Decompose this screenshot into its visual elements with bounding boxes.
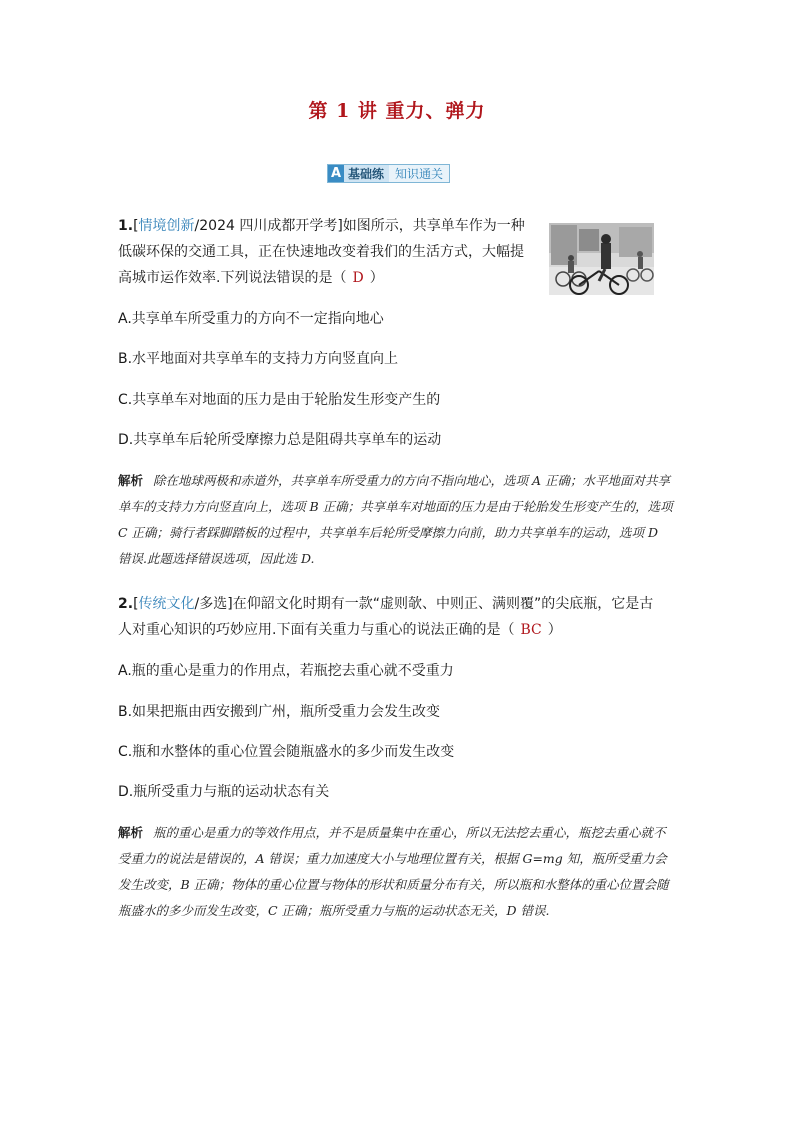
section-badge — [327, 164, 450, 183]
question-2-option-b: B.如果把瓶由西安搬到广州，瓶所受重力会发生改变 — [118, 704, 441, 720]
question-1-option-d: D.共享单车后轮所受摩擦力总是阻碍共享单车的运动 — [118, 432, 442, 448]
question-2-option-a: A.瓶的重心是重力的作用点，若瓶挖去重心就不受重力 — [118, 663, 454, 679]
question-1-stem — [118, 213, 530, 291]
question-1-source: /2024 四川成都开学考] — [194, 218, 343, 234]
question-2-tag-open: [ — [133, 596, 139, 612]
question-2-explain-text: 瓶的重心是重力的等效作用点，并不是质量集中在重心，所以无法挖去重心，瓶挖去重心就不受重力的说法是错误的，A 错误；重力加速度大小与地理位置有关，根据 G=mg 知，瓶所受重力会发生改变，B 正确；物体的重心位置与物体的形状和质量分布有关，所以瓶和水整体的重心位置会随瓶盛水的多少而发生改变，C 正确；瓶所受重力与瓶的运动状态无关，D 错误. — [118, 825, 669, 918]
shared-bicycle-photo — [549, 223, 654, 295]
question-2-source: /多选] — [194, 596, 233, 612]
question-1-answer: D — [352, 270, 364, 286]
badge-sub-label: 知识通关 — [395, 167, 444, 181]
question-2-explain-label: 解析 — [118, 825, 144, 840]
question-2-answer: BC — [520, 622, 542, 638]
badge-letter: A — [328, 165, 344, 182]
question-1-tag: 情境创新 — [138, 218, 195, 234]
question-1-explain-text: 除在地球两极和赤道外，共享单车所受重力的方向不指向地心，选项 A 正确；水平地面对共享单车的支持力方向竖直向上，选项 B 正确；共享单车对地面的压力是由于轮胎发生形变产生的，选项 C 正确；骑行者踩脚踏板的过程中，共享单车后轮所受摩擦力向前，助力共享单车的运动，选项 D 错误.此题选择错误选项，因此选 D. — [118, 473, 673, 566]
question-2-number: 2. — [118, 596, 134, 612]
question-2-explanation — [118, 820, 674, 924]
question-1-option-c: C.共享单车对地面的压力是由于轮胎发生形变产生的 — [118, 392, 441, 408]
question-2-text: 在仰韶文化时期有一款“虚则欹、中则正、满则覆”的尖底瓶，它是古人对重心知识的巧妙应用.下面有关重力与重心的说法正确的是（ — [118, 596, 654, 638]
badge-main-label: 基础练 — [344, 165, 389, 182]
question-1-tag-open: [ — [133, 218, 139, 234]
question-1-text: 如图所示，共享单车作为一种低碳环保的交通工具，正在快速地改变着我们的生活方式，大幅提高城市运作效率.下列说法错误的是（ — [118, 218, 525, 286]
question-2-option-c: C.瓶和水整体的重心位置会随瓶盛水的多少而发生改变 — [118, 744, 455, 760]
page-title: 第 1 讲 重力、弹力 — [308, 100, 486, 122]
question-1-explain-label: 解析 — [118, 473, 144, 488]
question-1-option-a: A.共享单车所受重力的方向不一定指向地心 — [118, 311, 384, 327]
question-1-option-b: B.水平地面对共享单车的支持力方向竖直向上 — [118, 351, 399, 367]
photo-illustration — [549, 223, 654, 295]
question-2-stem-end: ） — [547, 622, 562, 638]
question-1-explanation — [118, 468, 674, 572]
question-1-stem-end: ） — [369, 270, 384, 286]
question-1-number: 1. — [118, 218, 134, 234]
question-2-tag: 传统文化 — [138, 596, 195, 612]
question-2-option-d: D.瓶所受重力与瓶的运动状态有关 — [118, 784, 330, 800]
question-2-stem — [118, 591, 663, 643]
